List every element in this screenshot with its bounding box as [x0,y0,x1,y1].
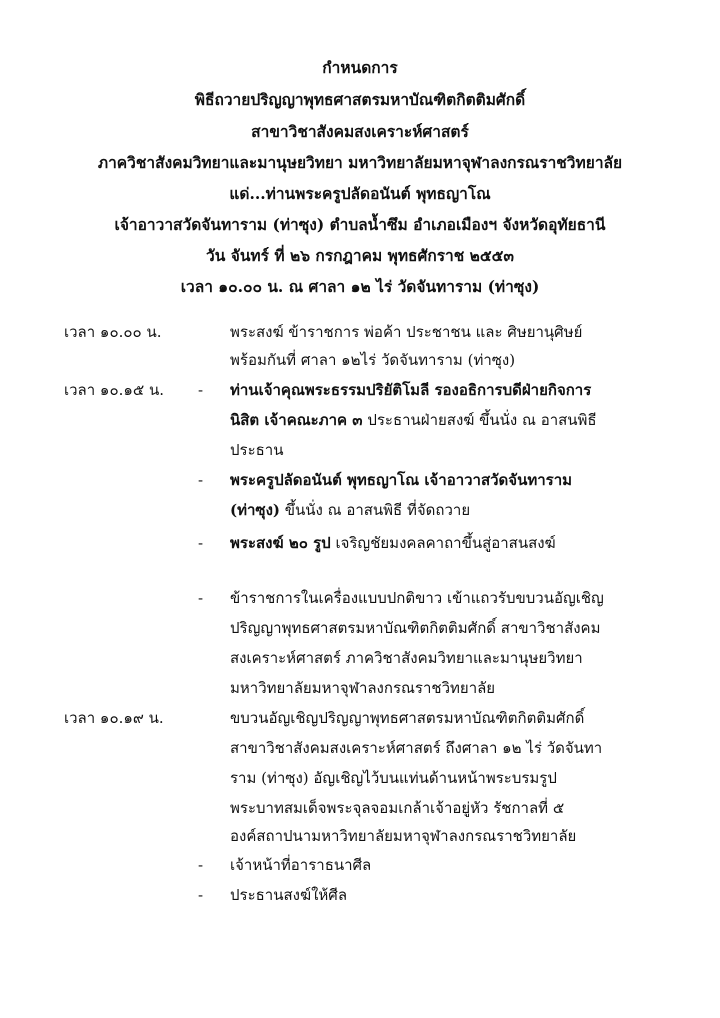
bullet-dash: - [198,856,204,874]
schedule-line: ข้าราชการในเครื่องแบบปกติขาว เข้าแถวรับขบวนอัญเชิญ [230,589,604,607]
schedule-time: เวลา ๑๐.๑๙ น. [64,709,164,727]
recipient-name: แด่...ท่านพระครูปลัดอนันต์ พุทธญาโณ [229,184,491,203]
schedule-line: สาขาวิชาสังคมสงเคราะห์ศาสตร์ ถึงศาลา ๑๒ ไร่ วัดจันทา [230,739,603,757]
schedule-line: เจ้าหน้าที่อาราธนาศีล [230,856,372,874]
schedule-line: สงเคราะห์ศาสตร์ ภาควิชาสังคมวิทยาและมานุษยวิทยา [230,649,583,667]
bold-segment: นิสิต เจ้าคณะภาค ๓ [230,411,363,429]
ceremony-date: วัน จันทร์ ที่ ๒๖ กรกฎาคม พุทธศักราช ๒๕๕๓ [206,246,514,265]
bullet-dash: - [198,471,204,489]
bold-segment: (ท่าซุง) [230,501,281,519]
schedule-line: พระบาทสมเด็จพระจุลจอมเกล้าเจ้าอยู่หัว รัชกาลที่ ๕ [230,799,565,817]
schedule-line: ท่านเจ้าคุณพระธรรมปริยัติโมลี รองอธิการบดีฝ่ายกิจการ [230,381,592,399]
schedule-line: ราม (ท่าซุง) อัญเชิญไว้บนแท่นด้านหน้าพระบรมรูป [230,769,557,787]
schedule-line: ประธาน [230,441,284,459]
bullet-dash: - [198,381,204,399]
schedule-line: องค์สถาปนามหาวิทยาลัยมหาจุฬาลงกรณราชวิทยาลัย [230,827,577,845]
schedule-line [230,533,700,553]
field-of-study: สาขาวิชาสังคมสงเคราะห์ศาสตร์ [251,122,469,141]
department-line: ภาควิชาสังคมวิทยาและมานุษยวิทยา มหาวิทยาลัยมหาจุฬาลงกรณราชวิทยาลัย [97,153,623,172]
schedule-time: เวลา ๑๐.๐๐ น. [64,323,162,341]
text-segment: เจริญชัยมงคลคาถาขึ้นสู่อาสนสงฆ์ [330,534,556,552]
schedule-line: พระสงฆ์ ข้าราชการ พ่อค้า ประชาชน และ ศิษยานุศิษย์ [230,323,583,341]
bullet-dash: - [198,589,204,607]
schedule-line [230,410,700,430]
bold-segment: พระสงฆ์ ๒๐ รูป [230,534,331,552]
schedule-line: ประธานสงฆ์ให้ศีล [230,886,348,904]
schedule-line: พระครูปลัดอนันต์ พุทธญาโณ เจ้าอาวาสวัดจันทาราม [230,471,573,489]
bullet-dash: - [198,534,204,552]
ceremony-title: พิธีถวายปริญญาพุทธศาสตรมหาบัณฑิตกิตติมศักดิ์ [194,90,526,109]
schedule-time: เวลา ๑๐.๑๕ น. [64,381,165,399]
ceremony-time-place: เวลา ๑๐.๐๐ น. ณ ศาลา ๑๒ ไร่ วัดจันทาราม (ท่าซุง) [180,277,540,296]
schedule-line: ขบวนอัญเชิญปริญญาพุทธศาสตรมหาบัณฑิตกิตติมศักดิ์ [230,709,585,727]
text-segment: ขึ้นนั่ง ณ อาสนพิธี ที่จัดถวาย [280,501,471,519]
schedule-line: ปริญญาพุทธศาสตรมหาบัณฑิตกิตติมศักดิ์ สาขาวิชาสังคม [230,619,601,637]
schedule-line: พร้อมกันที่ ศาลา ๑๒ไร่ วัดจันทาราม (ท่าซุง) [230,351,516,369]
bullet-dash: - [198,886,204,904]
schedule-line: มหาวิทยาลัยมหาจุฬาลงกรณราชวิทยาลัย [230,679,496,697]
text-segment: ประธานฝ่ายสงฆ์ ขึ้นนั่ง ณ อาสนพิธี [362,411,597,429]
recipient-position: เจ้าอาวาสวัดจันทาราม (ท่าซุง) ตำบลน้ำซึม อำเภอเมืองฯ จังหวัดอุทัยธานี [114,215,606,234]
schedule-line [230,500,700,520]
doc-title: กำหนดการ [322,58,398,77]
